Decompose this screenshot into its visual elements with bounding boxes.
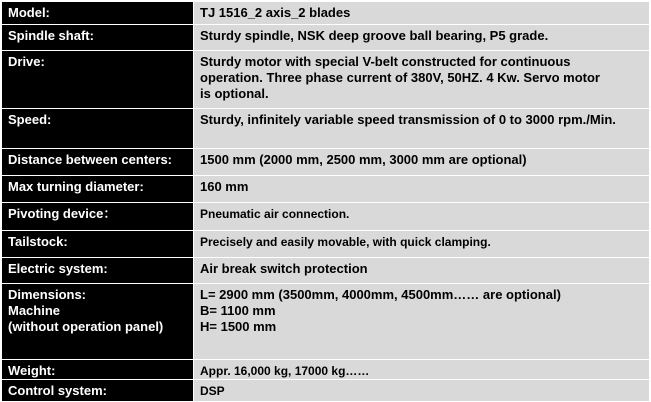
spec-value-spindle-shaft: Sturdy spindle, NSK deep groove ball bearing, P5 grade. [194, 25, 650, 51]
table-row [2, 231, 650, 258]
table-row [2, 149, 650, 176]
table-row [2, 380, 650, 402]
table-row [2, 360, 650, 380]
table-row [2, 51, 650, 109]
table-row [2, 25, 650, 51]
spec-value-control-system: DSP [194, 380, 650, 402]
spec-value-weight: Appr. 16,000 kg, 17000 kg…… [194, 360, 650, 380]
spec-value-dimensions: L= 2900 mm (3500mm, 4000mm, 4500mm…… are optional) B= 1100 mm H= 1500 mm [194, 284, 650, 360]
spec-label-electric-system: Electric system: [2, 258, 194, 284]
spec-label-tailstock: Tailstock: [2, 231, 194, 258]
spec-label-dimensions: Dimensions: Machine (without operation panel) [2, 284, 194, 360]
spec-label-max-turning-diameter: Max turning diameter: [2, 176, 194, 203]
table-row [2, 203, 650, 231]
table-row [2, 258, 650, 284]
spec-value-model: TJ 1516_2 axis_2 blades [194, 2, 650, 25]
table-row [2, 284, 650, 360]
spec-table [1, 1, 650, 402]
table-row [2, 109, 650, 149]
spec-value-electric-system: Air break switch protection [194, 258, 650, 284]
table-row [2, 176, 650, 203]
spec-value-distance-between-centers: 1500 mm (2000 mm, 2500 mm, 3000 mm are optional) [194, 149, 650, 176]
spec-label-speed: Speed: [2, 109, 194, 149]
spec-label-drive: Drive: [2, 51, 194, 109]
table-row [2, 2, 650, 25]
spec-value-drive: Sturdy motor with special V-belt constructed for continuous operation. Three phase current of 380V, 50HZ. 4 Kw. Servo motor is optional. [194, 51, 650, 109]
spec-label-spindle-shaft: Spindle shaft: [2, 25, 194, 51]
spec-label-pivoting-device: Pivoting device： [2, 203, 194, 231]
spec-value-max-turning-diameter: 160 mm [194, 176, 650, 203]
spec-label-control-system: Control system: [2, 380, 194, 402]
spec-value-tailstock: Precisely and easily movable, with quick clamping. [194, 231, 650, 258]
spec-label-model: Model: [2, 2, 194, 25]
spec-value-pivoting-device: Pneumatic air connection. [194, 203, 650, 231]
spec-label-distance-between-centers: Distance between centers: [2, 149, 194, 176]
spec-value-speed: Sturdy, infinitely variable speed transmission of 0 to 3000 rpm./Min. [194, 109, 650, 149]
spec-label-weight: Weight: [2, 360, 194, 380]
